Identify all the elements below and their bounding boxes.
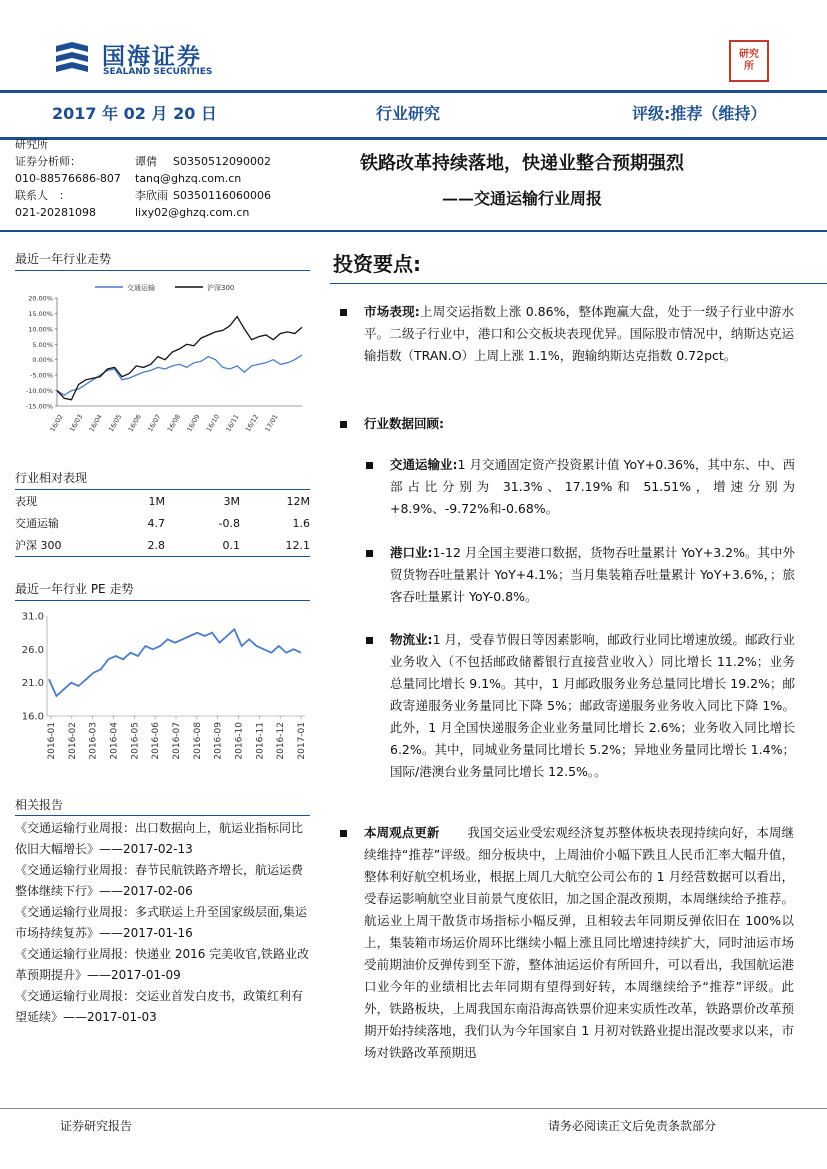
- x-tick-label: 2016-10: [234, 722, 245, 760]
- perf-table: [15, 490, 310, 557]
- x-tick-label: 16/08: [165, 413, 183, 434]
- perf-header-row: [15, 490, 310, 512]
- x-tick-label: 2016-05: [130, 722, 141, 760]
- analyst-name: 谭倩: [135, 155, 157, 168]
- pe-trend-chart: [15, 608, 310, 768]
- y-tick-label: -10.00%: [25, 387, 53, 396]
- x-tick-label: 16/02: [48, 413, 65, 434]
- list-item[interactable]: 《交通运输行业周报：快递业 2016 完美收官,铁路业改革预期提升》——2017-01-09: [15, 947, 309, 982]
- x-tick-label: 16/03: [67, 413, 85, 434]
- y-tick-label: 21.0: [21, 678, 44, 690]
- footer-right: 请务必阅读正文后免责条款部分: [548, 1119, 717, 1133]
- bullet-icon: [366, 462, 373, 469]
- x-tick-label: 2016-08: [192, 722, 203, 760]
- perf-cell: 4.7: [147, 516, 165, 530]
- heading-rule: [330, 283, 827, 284]
- x-tick-label: 2016-09: [213, 722, 224, 760]
- table-row: [15, 534, 310, 557]
- contact-label: 联系人 ：: [15, 189, 70, 202]
- y-tick-label: 5.00%: [32, 340, 53, 349]
- report-type: 行业研究: [376, 104, 441, 123]
- dept: 研究所: [15, 138, 48, 151]
- perf-cell: 交通运输: [15, 517, 59, 530]
- analyst-label: 证券分析师：: [15, 155, 81, 168]
- bullet-icon: [366, 637, 373, 644]
- x-tick-label: 16/09: [185, 413, 202, 434]
- industry-trend-chart: [15, 280, 310, 440]
- contact-id: S0350116060006: [173, 189, 271, 202]
- table-row: [15, 512, 310, 534]
- chart1-title-rule: [15, 270, 310, 271]
- report-date: 2017 年 02 月 20 日: [52, 104, 217, 123]
- bullet-icon: [340, 421, 347, 428]
- logo-icon: [52, 38, 94, 78]
- chart2-title: 最近一年行业 PE 走势: [15, 582, 134, 596]
- legend-label: 交通运输: [127, 284, 155, 292]
- transport-label: 交通运输业:: [390, 457, 458, 472]
- port-section: [390, 542, 795, 608]
- logo-cn: 国海证券: [102, 44, 202, 70]
- x-tick-label: 17/01: [263, 413, 280, 434]
- sub-title: ——交通运输行业周报: [442, 189, 603, 208]
- rating: 评级:推荐（维持）: [632, 104, 767, 123]
- y-tick-label: 0.00%: [32, 356, 53, 365]
- view-section: [364, 822, 794, 1064]
- y-tick-label: 15.00%: [28, 309, 53, 318]
- x-tick-label: 16/11: [224, 413, 241, 434]
- contact-phone: 021-20281098: [15, 206, 96, 219]
- x-tick-label: 16/12: [243, 413, 261, 434]
- x-tick-label: 2017-01: [297, 722, 307, 760]
- perf-cell: 沪深 300: [15, 539, 62, 552]
- footer-left: 证券研究报告: [60, 1119, 133, 1133]
- logistics-text: 1 月，受春节假日等因素影响，邮政行业同比增速放缓。邮政行业业务收入（不包括邮政储蓄银行直接营业收入）同比增长 11.2%；业务总量同比增长 9.1%。其中，1 月邮政服务业务总量同比增长 19.2%；邮政寄递服务业务量同比下降 5%；邮政寄递服务业务收入同比下降 1%。此外，1 月全国快递服务企业业务量同比增长 2.6%；业务收入同比增长 6.2%。其中，同城业务量同比增长 5.2%；异地业务量同比增长 1.4%；国际/港澳台业务量同比增长 12.5%。。: [390, 632, 795, 779]
- x-tick-label: 16/05: [107, 413, 124, 434]
- y-tick-label: -15.00%: [25, 402, 53, 411]
- bullet-icon: [340, 309, 347, 316]
- list-item[interactable]: 《交通运输行业周报：出口数据向上，航运业指标同比依旧大幅增长》——2017-02-13: [15, 821, 304, 856]
- analyst-info: [15, 137, 315, 227]
- perf-cell: 0.1: [222, 538, 240, 552]
- reports-title: 相关报告: [15, 798, 64, 812]
- analyst-id: S0350512090002: [173, 155, 271, 168]
- analyst-email[interactable]: tanq@ghzq.com.cn: [135, 172, 242, 185]
- x-tick-label: 2016-04: [109, 722, 120, 760]
- port-label: 港口业:: [390, 545, 433, 560]
- perf-cell: -0.8: [218, 516, 240, 530]
- perf-cell: 1.6: [292, 516, 310, 530]
- y-tick-label: -5.00%: [30, 371, 53, 380]
- chart1-title: 最近一年行业走势: [15, 252, 112, 266]
- perf-header: 12M: [286, 494, 310, 508]
- x-tick-label: 2016-06: [151, 722, 162, 760]
- x-tick-label: 16/10: [204, 413, 222, 434]
- perf-cell: 2.8: [147, 538, 165, 552]
- perf-title: 行业相对表现: [15, 471, 88, 485]
- stamp-text: 研究所: [739, 49, 759, 72]
- transport-text: 1 月交通固定资产投资累计值 YoY+0.36%，其中东、中、西部占比分别为 31.3%、17.19%和 51.51%，增速分别为+8.9%、-9.72%和-0.68%。: [390, 457, 796, 516]
- list-item[interactable]: 《交通运输行业周报：交运业首发白皮书，政策红利有望延续》——2017-01-03: [15, 989, 304, 1024]
- divider: [0, 230, 827, 232]
- legend-label: 沪深300: [207, 284, 235, 292]
- perf-cell: 12.1: [285, 538, 310, 552]
- x-tick-label: 2016-07: [172, 722, 182, 760]
- y-tick-label: 26.0: [21, 644, 44, 656]
- logo-en: SEALAND SECURITIES: [103, 67, 213, 77]
- y-tick-label: 16.0: [21, 711, 44, 723]
- logistics-label: 物流业:: [390, 632, 433, 647]
- x-tick-label: 16/06: [126, 413, 143, 434]
- list-item[interactable]: 《交通运输行业周报：春节民航铁路齐增长，航运运费整体继续下行》——2017-02-06: [15, 863, 304, 898]
- list-item[interactable]: 《交通运输行业周报：多式联运上升至国家级层面,集运市场持续复苏》——2017-01-16: [15, 905, 307, 940]
- contact-name: 李欣雨: [135, 189, 168, 202]
- main-title: 铁路改革持续落地，快递业整合预期强烈: [360, 153, 684, 174]
- perf-header: 1M: [148, 494, 165, 508]
- y-tick-label: 20.00%: [28, 294, 53, 303]
- transport-section: [390, 454, 795, 520]
- review-label: 行业数据回顾:: [364, 416, 444, 431]
- logo: [52, 38, 232, 82]
- related-reports: [15, 818, 310, 1028]
- x-tick-label: 2016-02: [67, 722, 78, 760]
- market-text: 上周交运指数上涨 0.86%，整体跑赢大盘，处于一级子行业中游水平。二级子行业中，港口和公交板块表现优异。国际股市情况中，纳斯达克运输指数（TRAN.O）上周上涨 1.1%，跑输纳斯达克指数 0.72pct。: [364, 304, 795, 363]
- footer-rule: [0, 1108, 827, 1109]
- x-tick-label: 16/07: [146, 413, 163, 434]
- invest-heading: 投资要点:: [333, 252, 421, 276]
- x-tick-label: 2016-01: [47, 722, 57, 760]
- y-tick-label: 31.0: [21, 611, 44, 623]
- research-stamp: [729, 40, 769, 82]
- x-tick-label: 2016-03: [88, 722, 99, 760]
- market-section: [364, 301, 794, 367]
- series-line: [57, 355, 302, 395]
- reports-title-rule: [15, 815, 310, 816]
- port-text: 1-12 月全国主要港口数据，货物吞吐量累计 YoY+3.2%。其中外贸货物吞吐量累计 YoY+4.1%；当月集装箱吞吐量累计 YoY+3.6%，；旅客吞吐量累计 YoY-0.8%。: [390, 545, 796, 604]
- analyst-phone: 010-88576686-807: [15, 172, 121, 185]
- x-tick-label: 2016-11: [255, 722, 266, 760]
- perf-header: 表现: [15, 495, 37, 508]
- series-line: [57, 317, 302, 400]
- contact-email[interactable]: lixy02@ghzq.com.cn: [135, 206, 250, 219]
- view-label: 本周观点更新: [364, 825, 440, 840]
- logistics-section: [390, 629, 795, 783]
- y-tick-label: 10.00%: [28, 325, 53, 334]
- bullet-icon: [366, 550, 373, 557]
- x-tick-label: 16/04: [87, 413, 104, 434]
- x-tick-label: 2016-12: [276, 722, 287, 760]
- pe-line: [49, 629, 301, 696]
- market-label: 市场表现:: [364, 304, 420, 319]
- chart2-title-rule: [15, 600, 310, 601]
- perf-header: 3M: [223, 494, 240, 508]
- bullet-icon: [340, 830, 347, 837]
- view-text: 我国交运业受宏观经济复苏整体板块表现持续向好，本周继续维持“推荐”评级。细分板块中，上周油价小幅下跌且人民币汇率大幅升值，整体利好航空机场业，根据上周几大航空公司公布的 1 月经营数据可以看出，受春运影响航空业目前景气度依旧，加之国企混改预期，本周继续给予推荐。航运业上周干散货市场指标小幅反弹，且相较去年同期反弹依旧在 100%以上，集装箱市场运价周环比继续小幅上涨且同比增速持续扩大，同时油运市场受前期油价反弹传到至下游，整体油运运价有所回升，可以看出，我国航运港口业今年的业绩相比去年同期有望得到好转，本周继续给予“推荐”评级。此外，铁路板块，上周我国东南沿海高铁票价迎来实质性改革，铁路票价改革预期开始持续落地，我们认为今年国家自 1 月初对铁路业提出混改要求以来，市场对铁路改革预期迅: [364, 825, 794, 1060]
